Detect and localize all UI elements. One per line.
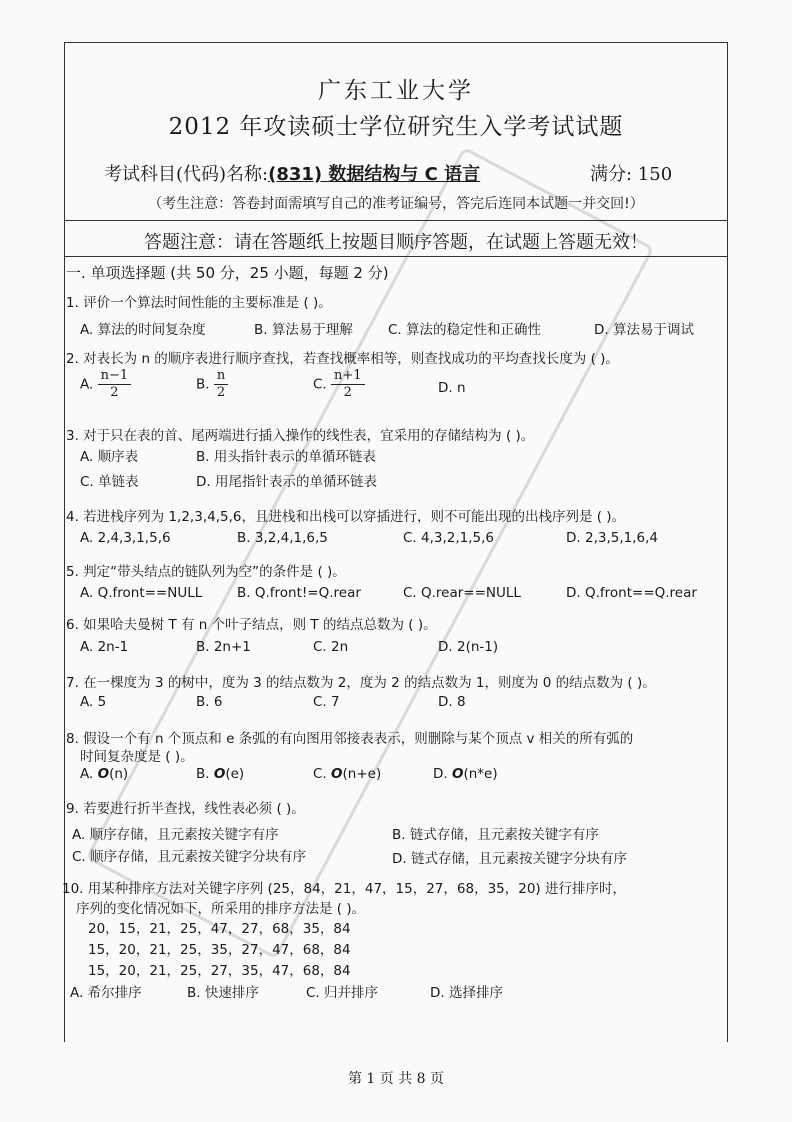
- subject-line: [104, 160, 480, 186]
- q2-fraction-b-num: n: [214, 368, 228, 385]
- q8-option-a-label: A.: [80, 766, 94, 782]
- q2-option-b-label: B.: [196, 376, 210, 393]
- school-name: 广东工业大学: [318, 78, 474, 104]
- q9-option-b: B. 链式存储，且元素按关键字有序: [392, 827, 599, 843]
- q7-option-c: C. 7: [313, 694, 340, 710]
- q8-arg-b: (e): [225, 766, 245, 782]
- section-title: 一. 单项选择题 (共 50 分，25 小题，每题 2 分): [66, 264, 389, 282]
- q6-option-b: B. 2n+1: [196, 639, 251, 655]
- q7-option-a: A. 5: [80, 694, 107, 710]
- divider-1: [65, 220, 727, 221]
- q8-option-b: [196, 766, 244, 782]
- q5-option-a: A. Q.front==NULL: [80, 585, 203, 601]
- question-8-stem: 8. 假设一个有 n 个顶点和 e 条弧的有向图用邻接表表示，则删除与某个顶点 v 相关的所有弧的: [66, 731, 634, 747]
- q5-option-d: D. Q.front==Q.rear: [566, 585, 697, 601]
- question-6-stem: 6. 如果哈夫曼树 T 有 n 个叶子结点，则 T 的结点总数为 ( )。: [66, 617, 437, 633]
- q10-option-b: B. 快速排序: [187, 985, 259, 1001]
- question-7-stem: 7. 在一棵度为 3 的树中，度为 3 的结点数为 2，度为 2 的结点数为 1，则度为 0 的结点数为 ( )。: [66, 675, 656, 691]
- question-9-stem: 9. 若要进行折半查找，线性表必须 ( )。: [66, 801, 305, 817]
- q8-big-o-d: O: [451, 766, 464, 782]
- q6-option-a: A. 2n-1: [80, 639, 129, 655]
- question-2-stem: 2. 对表长为 n 的顺序表进行顺序查找，若查找概率相等，则查找成功的平均查找长度为 ( )。: [66, 351, 619, 367]
- q2-fraction-c-den: 2: [343, 385, 352, 400]
- subject-prefix: 考试科目(代码)名称:: [104, 164, 269, 185]
- q9-option-c: C. 顺序存储，且元素按关键字分块有序: [72, 849, 307, 865]
- question-3-stem: 3. 对于只在表的首、尾两端进行插入操作的线性表，宜采用的存储结构为 ( )。: [66, 428, 535, 444]
- q8-option-c: [313, 766, 381, 782]
- q1-option-d: D. 算法易于调试: [594, 322, 694, 338]
- q4-option-a: A. 2,4,3,1,5,6: [80, 530, 171, 546]
- q8-option-a: [80, 766, 128, 782]
- q2-fraction-b: [214, 368, 228, 401]
- full-score: 满分: 150: [590, 164, 673, 185]
- q8-big-o-b: O: [213, 766, 226, 782]
- q8-option-c-label: C.: [313, 766, 327, 782]
- q1-option-c: C. 算法的稳定性和正确性: [388, 322, 542, 338]
- q3-option-b: B. 用头指针表示的单循环链表: [196, 449, 376, 465]
- q5-option-c: C. Q.rear==NULL: [403, 585, 521, 601]
- q10-sequence-2: 15，20，21，25，35，27，47，68，84: [88, 942, 351, 958]
- q1-option-b: B. 算法易于理解: [254, 322, 353, 338]
- q8-option-b-label: B.: [196, 766, 210, 782]
- q4-option-d: D. 2,3,5,1,6,4: [566, 530, 658, 546]
- q2-fraction-c: [331, 368, 365, 401]
- q4-option-b: B. 3,2,4,1,6,5: [237, 530, 328, 546]
- subject-code-name: (831) 数据结构与 C 语言: [268, 164, 481, 185]
- q6-option-c: C. 2n: [313, 639, 349, 655]
- exam-title: 2012 年攻读硕士学位研究生入学考试试题: [168, 114, 624, 140]
- question-10-stem-cont: 序列的变化情况如下，所采用的排序方法是 ( )。: [76, 901, 366, 917]
- q2-option-a: [80, 368, 131, 401]
- q7-option-d: D. 8: [438, 694, 466, 710]
- q1-option-a: A. 算法的时间复杂度: [80, 322, 206, 338]
- question-10-stem: 10. 用某种排序方法对关键字序列 (25，84，21，47，15，27，68，35，20) 进行排序时，: [62, 881, 626, 897]
- q2-fraction-a-num: n−1: [98, 368, 132, 385]
- q8-big-o-a: O: [97, 766, 110, 782]
- q10-option-c: C. 归并排序: [306, 985, 379, 1001]
- q8-arg-a: (n): [109, 766, 129, 782]
- q8-option-d: [433, 766, 498, 782]
- q10-sequence-3: 15，20，21，25，27，35，47，68，84: [88, 963, 351, 979]
- q2-option-c: [313, 368, 365, 401]
- q10-option-d: D. 选择排序: [430, 985, 503, 1001]
- q2-option-b: [196, 368, 228, 401]
- q6-option-d: D. 2(n-1): [438, 639, 499, 655]
- q7-option-b: B. 6: [196, 694, 223, 710]
- q10-sequence-1: 20，15，21，25，47，27，68，35，84: [88, 921, 351, 937]
- q2-fraction-a: [98, 368, 132, 401]
- question-5-stem: 5. 判定“带头结点的链队列为空”的条件是 ( )。: [66, 564, 346, 580]
- q4-option-c: C. 4,3,2,1,5,6: [403, 530, 494, 546]
- examinee-note: （考生注意：答卷封面需填写自己的准考证编号，答完后连同本试题一并交回!）: [148, 196, 644, 212]
- q8-arg-c: (n+e): [342, 766, 382, 782]
- q2-fraction-a-den: 2: [110, 385, 119, 400]
- q2-option-d: D. n: [438, 380, 466, 396]
- divider-2: [65, 256, 727, 257]
- question-4-stem: 4. 若进栈序列为 1,2,3,4,5,6，且进栈和出栈可以穿插进行，则不可能出现的出栈序列是 ( )。: [66, 509, 626, 525]
- answer-note: 答题注意：请在答题纸上按题目顺序答题，在试题上答题无效！: [144, 232, 648, 253]
- q3-option-d: D. 用尾指针表示的单循环链表: [196, 474, 377, 490]
- question-8-stem-cont: 时间复杂度是 ( )。: [80, 749, 194, 765]
- q3-option-c: C. 单链表: [80, 474, 139, 490]
- q9-option-a: A. 顺序存储，且元素按关键字有序: [72, 827, 279, 843]
- q2-option-a-label: A.: [80, 376, 94, 393]
- q10-option-a: A. 希尔排序: [70, 985, 142, 1001]
- page-footer: 第 1 页 共 8 页: [347, 1071, 445, 1087]
- q8-big-o-c: O: [331, 766, 343, 782]
- q8-arg-d: (n*e): [463, 766, 498, 782]
- q3-option-a: A. 顺序表: [80, 449, 139, 465]
- question-1-stem: 1. 评价一个算法时间性能的主要标准是 ( )。: [66, 295, 332, 311]
- q2-fraction-b-den: 2: [216, 385, 226, 400]
- q8-option-d-label: D.: [433, 766, 448, 782]
- q2-option-c-label: C.: [313, 376, 327, 393]
- q2-fraction-c-num: n+1: [331, 368, 365, 385]
- q5-option-b: B. Q.front!=Q.rear: [237, 585, 361, 601]
- q9-option-d: D. 链式存储，且元素按关键字分块有序: [392, 851, 627, 867]
